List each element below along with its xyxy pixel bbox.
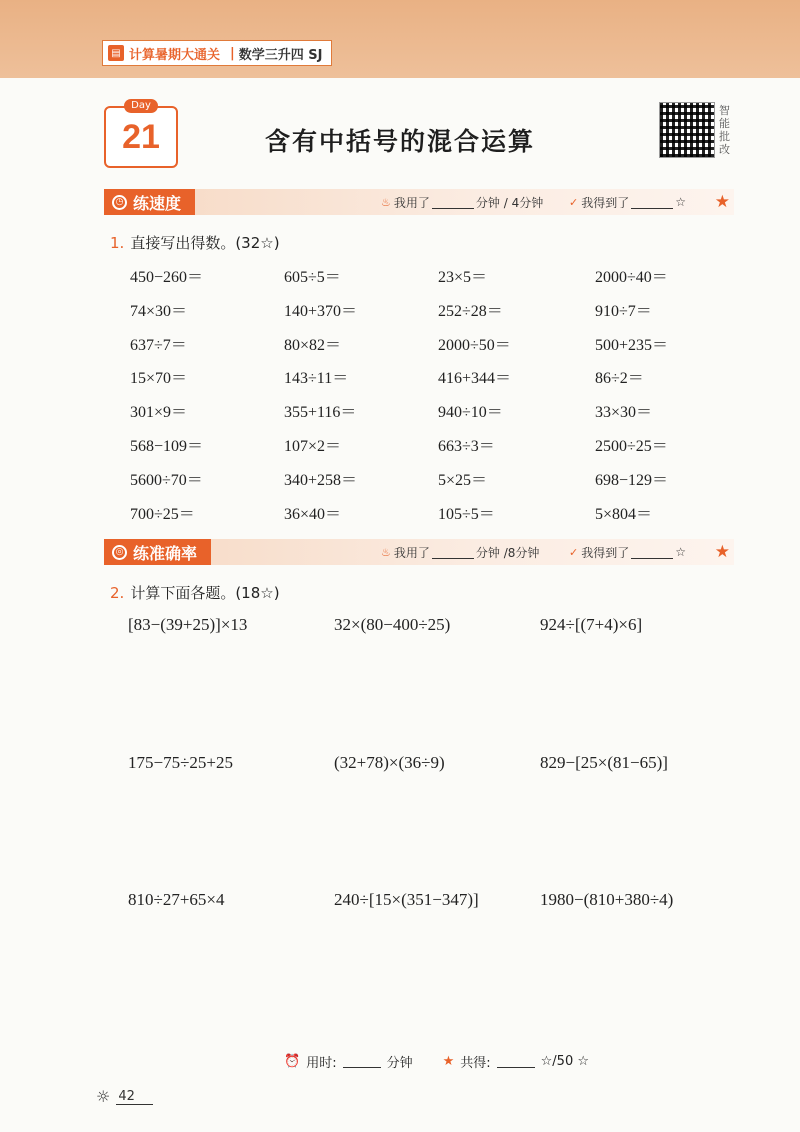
written-calc-item: 240÷[15×(351−347)] [334,890,479,909]
header-divider: | [230,45,235,61]
series-header [102,40,332,66]
section-accuracy-tab [104,539,211,565]
score-blank[interactable] [631,196,673,209]
time-prefix: 我用了 [393,195,430,210]
flame-icon: ♨ [381,195,391,209]
page-number [96,1087,153,1106]
oral-calc-item: 637÷7＝ [130,336,187,354]
oral-calc-item: 5×25＝ [438,471,488,489]
time-label: 用时: [306,1056,337,1071]
total-label: 共得: [460,1056,491,1071]
flame-icon: ♨ [381,545,391,559]
section-speed-title: 练速度 [133,193,182,213]
time-blank[interactable] [432,196,474,209]
oral-calc-item: 143÷11＝ [284,370,349,388]
score-blank[interactable] [631,546,673,559]
stopwatch-icon: ◷ [112,195,127,210]
question-text: 计算下面各题。(18☆) [130,584,280,602]
oral-calc-item: 86÷2＝ [595,370,644,388]
section-accuracy-bar [104,539,734,565]
star-icon: ★ [442,1054,455,1069]
qr-caption: 智能批改 [719,104,730,156]
question-1 [110,232,280,253]
footer-summary [284,1052,589,1071]
sun-icon: ☼ [96,1087,111,1106]
oral-calc-item: 663÷3＝ [438,438,495,455]
oral-calc-item: 301×9＝ [130,404,188,422]
clock-icon: ⏰ [284,1054,301,1069]
oral-calc-item: 74×30＝ [130,302,188,320]
oral-calc-item: 23×5＝ [438,269,488,286]
oral-calc-item: 450−260＝ [130,269,204,286]
question-2 [110,582,280,603]
time-unit: 分钟 [386,1056,413,1071]
oral-calc-item: 252÷28＝ [438,302,503,320]
time-blank[interactable] [432,546,474,559]
score-prefix: 我得到了 [581,195,630,210]
oral-calc-item: 500+235＝ [595,336,669,354]
series-subtitle: 数学三升四 SJ [238,47,323,63]
time-suffix: 分钟 /8分钟 [475,545,540,560]
written-calc-item: 924÷[(7+4)×6] [540,615,643,634]
written-calc-item: (32+78)×(36÷9) [334,753,445,772]
oral-calc-item: 416+344＝ [438,370,512,388]
oral-calc-item: 2000÷50＝ [438,336,511,354]
oral-calc-item: 340+258＝ [284,471,358,489]
oral-calc-item: 36×40＝ [284,505,342,523]
star-icon: ★ [714,192,730,212]
written-calc-item: 810÷27+65×4 [128,890,225,909]
page-title: 含有中括号的混合运算 [264,127,535,156]
time-suffix: 分钟 / 4分钟 [475,195,544,210]
oral-calc-item: 2500÷25＝ [595,438,668,455]
oral-calc-item: 700÷25＝ [130,505,195,523]
total-time-blank[interactable] [343,1055,381,1068]
series-title: 计算暑期大通关 [129,47,221,63]
oral-calc-item: 107×2＝ [284,438,342,455]
oral-calc-item: 2000÷40＝ [595,269,668,286]
total-suffix: ☆/50 ☆ [540,1054,590,1069]
question-number: 2. [110,584,125,602]
score-suffix: ☆ [675,545,686,559]
score-field [569,189,686,215]
target-icon: ◎ [112,545,127,560]
total-score-blank[interactable] [497,1055,535,1068]
oral-calc-item: 698−129＝ [595,471,669,489]
oral-calc-item: 5600÷70＝ [130,471,203,489]
oral-calc-item: 910÷7＝ [595,302,652,320]
oral-calc-item: 80×82＝ [284,336,342,354]
section-speed-bar [104,189,734,215]
oral-calc-item: 105÷5＝ [438,505,495,523]
qr-code[interactable] [659,102,715,158]
written-calc-item: [83−(39+25)]×13 [128,615,248,634]
time-prefix: 我用了 [393,545,430,560]
score-suffix: ☆ [675,195,686,209]
oral-calc-item: 5×804＝ [595,505,653,523]
oral-calc-item: 15×70＝ [130,370,188,388]
oral-calc-item: 940÷10＝ [438,404,503,422]
section-accuracy-title: 练准确率 [133,543,198,563]
oral-calc-item: 355+116＝ [284,404,357,422]
section-speed-tab [104,189,195,215]
score-prefix: 我得到了 [581,545,630,560]
oral-calc-item: 568−109＝ [130,438,204,455]
time-used-field [381,539,539,565]
top-banner [0,0,800,78]
written-calc-item: 32×(80−400÷25) [334,615,451,634]
star-icon: ★ [714,542,730,562]
page-number-text: 42 [116,1089,153,1105]
written-calc-item: 175−75÷25+25 [128,753,234,772]
score-field [569,539,686,565]
oral-calc-item: 140+370＝ [284,302,358,320]
day-label: Day [124,99,158,113]
day-number: 21 [122,118,160,156]
written-calc-item: 1980−(810+380÷4) [540,890,674,909]
written-calc-item: 829−[25×(81−65)] [540,753,668,772]
check-circle-icon: ✓ [569,195,579,209]
question-text: 直接写出得数。(32☆) [130,234,280,252]
question-number: 1. [110,234,125,252]
oral-calc-item: 33×30＝ [595,404,653,422]
check-circle-icon: ✓ [569,545,579,559]
time-used-field [381,189,543,215]
book-icon: ▤ [108,45,124,61]
oral-calc-item: 605÷5＝ [284,269,341,286]
